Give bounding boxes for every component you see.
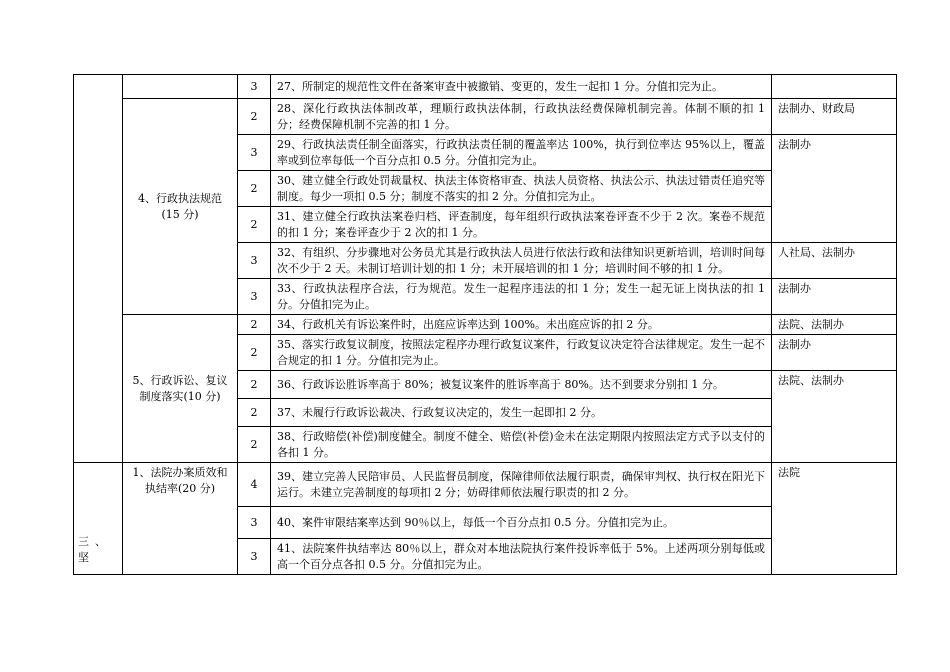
score-cell: 2 <box>238 99 271 135</box>
table-row <box>74 75 897 99</box>
section-cell-blank <box>74 75 123 463</box>
department-cell: 法制办 <box>772 279 897 315</box>
table-row <box>74 99 897 135</box>
score-cell: 2 <box>238 171 271 207</box>
criteria-cell: 33、行政执法程序合法，行为规范。发生一起程序违法的扣 1 分；发生一起无证上岗执法的扣 1 分。分值扣完为止。 <box>271 279 772 315</box>
criteria-cell: 27、所制定的规范性文件在备案审查中被撤销、变更的，发生一起扣 1 分。分值扣完为止。 <box>271 75 772 99</box>
category-name: 1、法院办案质效和 <box>132 466 228 479</box>
score-cell: 3 <box>238 507 271 539</box>
criteria-cell: 34、行政机关有诉讼案件时，出庭应诉率达到 100%。未出庭应诉的扣 2 分。 <box>271 315 772 335</box>
department-cell: 人社局、法制办 <box>772 243 897 279</box>
evaluation-table <box>73 74 897 575</box>
score-cell: 3 <box>238 539 271 575</box>
table-row <box>74 463 897 507</box>
score-cell: 3 <box>238 135 271 171</box>
criteria-cell: 30、建立健全行政处罚裁量权、执法主体资格审查、执法人员资格、执法公示、执法过错责任追究等制度。每少一项扣 0.5 分；制度不落实的扣 2 分。分值扣完为止。 <box>271 171 772 207</box>
score-cell: 2 <box>238 315 271 335</box>
criteria-cell: 39、建立完善人民陪审员、人民监督员制度，保障律师依法履行职责，确保审判权、执行权在阳光下运行。未建立完善制度的每项扣 2 分；妨碍律师依法履行职责的扣 2 分。 <box>271 463 772 507</box>
category-name-line2: 制度落实(10 分) <box>139 389 221 403</box>
score-cell: 4 <box>238 463 271 507</box>
category-cell <box>123 463 238 575</box>
score-cell: 2 <box>238 427 271 463</box>
criteria-cell: 38、行政赔偿(补偿)制度健全。制度不健全、赔偿(补偿)金未在法定期限内按照法定方式予以支付的各扣 1 分。 <box>271 427 772 463</box>
category-name-line2: 执结率(20 分) <box>144 482 216 495</box>
department-cell: 法院、法制办 <box>772 371 897 463</box>
criteria-cell: 37、未履行行政诉讼裁决、行政复议决定的，发生一起即扣 2 分。 <box>271 399 772 427</box>
category-cell <box>123 315 238 463</box>
category-cell-blank <box>123 75 238 99</box>
score-cell: 2 <box>238 399 271 427</box>
criteria-cell: 35、落实行政复议制度，按照法定程序办理行政复议案件，行政复议决定符合法律规定。发生一起不合规定的扣 1 分。分值扣完为止。 <box>271 335 772 371</box>
department-cell: 法院 <box>772 463 897 575</box>
criteria-cell: 28、深化行政执法体制改革，理顺行政执法体制，行政执法经费保障机制完善。体制不顺的扣 1 分；经费保障机制不完善的扣 1 分。 <box>271 99 772 135</box>
criteria-cell: 32、有组织、分步骤地对公务员尤其是行政执法人员进行依法行政和法律知识更新培训，培训时间每次不少于 2 天。未制订培训计划的扣 1 分；未开展培训的扣 1 分；培训时间不够的扣 1 分。 <box>271 243 772 279</box>
score-cell: 2 <box>238 371 271 399</box>
criteria-cell: 41、法院案件执结率达 80％以上，群众对本地法院执行案件投诉率低于 5%。上述两项分别每低或高一个百分点各扣 0.5 分。分值扣完为止。 <box>271 539 772 575</box>
category-cell <box>123 99 238 315</box>
department-cell: 法制办 <box>772 135 897 243</box>
score-cell: 2 <box>238 207 271 243</box>
criteria-cell: 31、建立健全行政执法案卷归档、评查制度，每年组织行政执法案卷评查不少于 2 次。案卷不规范的扣 1 分；案卷评查少于 2 次的扣 1 分。 <box>271 207 772 243</box>
category-score: (15 分) <box>161 207 199 221</box>
department-cell: 法制办、财政局 <box>772 99 897 135</box>
score-cell: 3 <box>238 243 271 279</box>
score-cell: 2 <box>238 335 271 371</box>
department-cell: 法制办 <box>772 335 897 371</box>
section-cell: 三、 坚 <box>74 463 123 575</box>
score-cell: 3 <box>238 75 271 99</box>
department-cell: 法院、法制办 <box>772 315 897 335</box>
criteria-cell: 29、行政执法责任制全面落实，行政执法责任制的覆盖率达 100%，执行到位率达 95%以上，覆盖率或到位率每低一个百分点扣 0.5 分。分值扣完为止。 <box>271 135 772 171</box>
criteria-cell: 40、案件审限结案率达到 90％以上，每低一个百分点扣 0.5 分。分值扣完为止。 <box>271 507 772 539</box>
category-name: 4、行政执法规范 <box>138 191 222 205</box>
criteria-cell: 36、行政诉讼胜诉率高于 80%；被复议案件的胜诉率高于 80%。达不到要求分别扣 1 分。 <box>271 371 772 399</box>
table-row <box>74 315 897 335</box>
category-name: 5、行政诉讼、复议 <box>132 373 228 387</box>
score-cell: 3 <box>238 279 271 315</box>
department-cell <box>772 75 897 99</box>
